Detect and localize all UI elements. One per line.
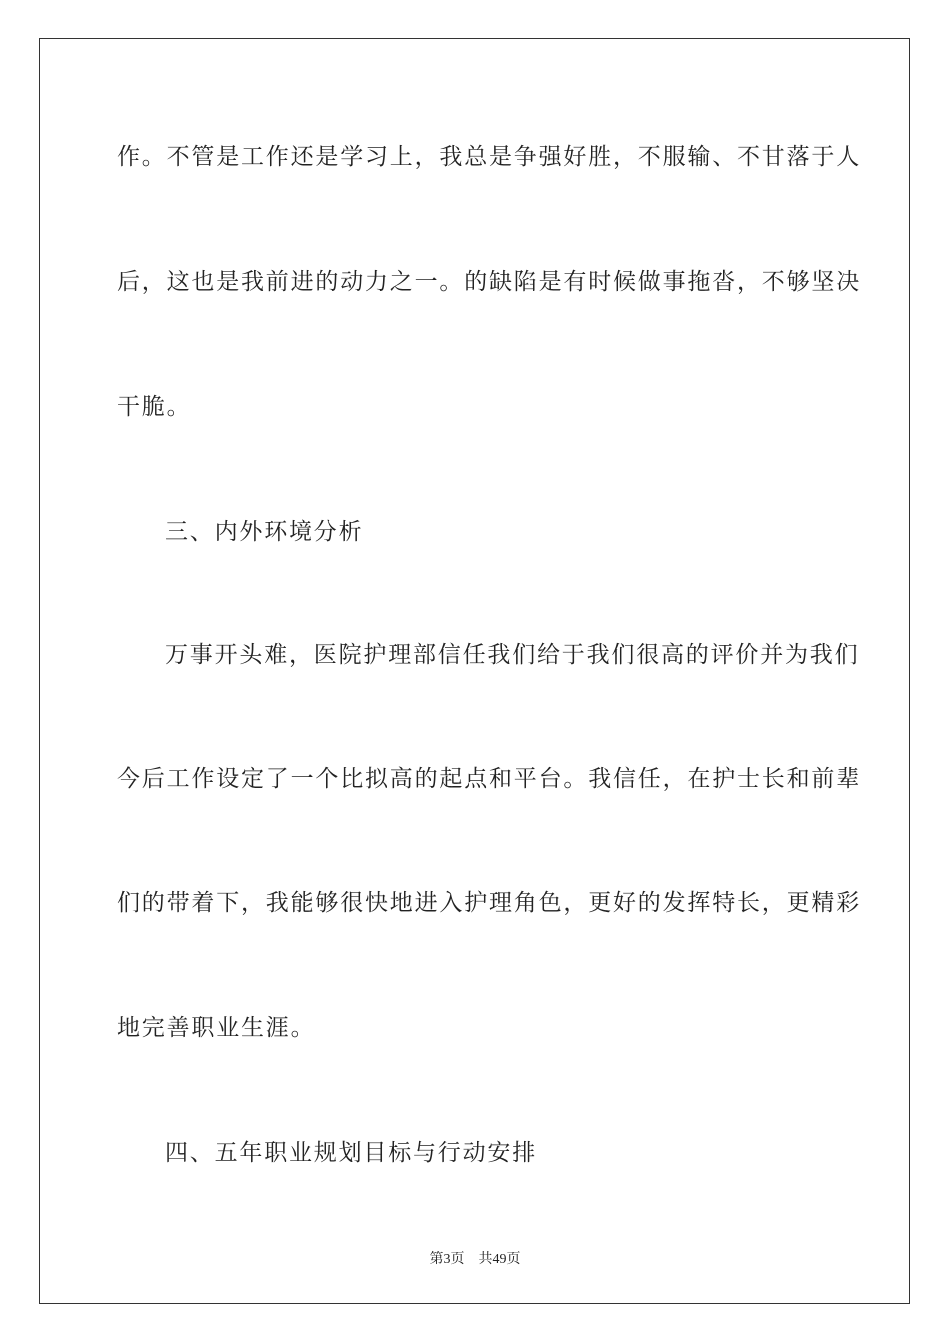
text-line-5: 万事开头难，医院护理部信任我们给于我们很高的评价并为我们 xyxy=(165,642,860,668)
text-line-2: 后，这也是我前进的动力之一。的缺陷是有时候做事拖沓，不够坚决 xyxy=(117,269,861,295)
text-line-8: 地完善职业生涯。 xyxy=(117,1015,316,1041)
text-line-7: 们的带着下，我能够很快地进入护理角色，更好的发挥特长，更精彩 xyxy=(117,890,861,916)
page-border xyxy=(39,38,910,1304)
page-footer xyxy=(0,1248,950,1268)
text-line-1: 作。不管是工作还是学习上，我总是争强好胜，不服输、不甘落于人 xyxy=(117,144,861,170)
text-line-6: 今后工作设定了一个比拟高的起点和平台。我信任，在护士长和前辈 xyxy=(117,766,861,792)
text-line-3: 干脆。 xyxy=(117,394,192,420)
total-pages: 共49页 xyxy=(478,1252,521,1267)
section-heading-3: 三、内外环境分析 xyxy=(165,519,364,545)
section-heading-4: 四、五年职业规划目标与行动安排 xyxy=(165,1140,537,1166)
page-number: 第3页 xyxy=(429,1252,465,1267)
